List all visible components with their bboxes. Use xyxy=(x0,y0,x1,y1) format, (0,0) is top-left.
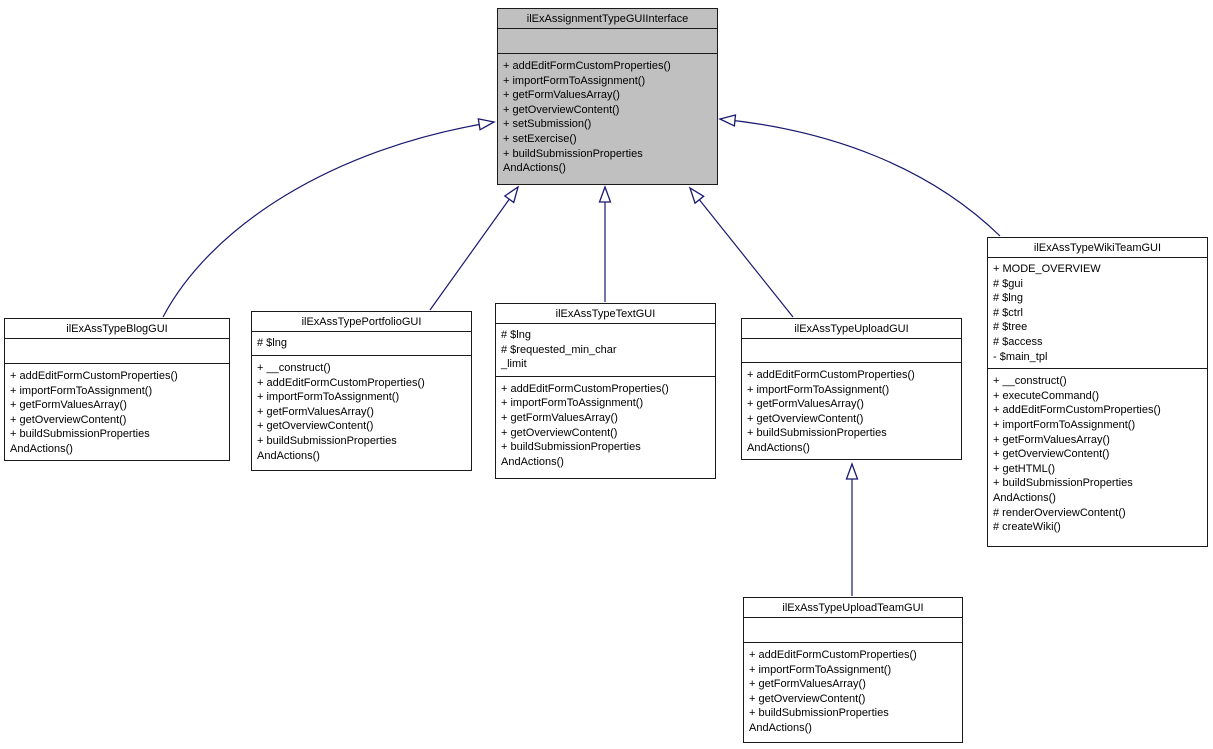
member-line: + addEditFormCustomProperties() xyxy=(503,60,671,72)
methods-section xyxy=(988,369,1207,546)
member-line: # renderOverviewContent() xyxy=(993,506,1126,519)
methods-section xyxy=(498,54,717,184)
inheritance-edge-upload-to-interface xyxy=(690,188,793,317)
member-line: + getHTML() xyxy=(993,462,1056,475)
class-box-ilexasstypebloggui[interactable] xyxy=(4,318,230,461)
member-line: + importFormToAssignment() xyxy=(993,418,1136,431)
attributes-section xyxy=(5,339,229,364)
class-title: ilExAssTypePortfolioGUI xyxy=(252,312,471,332)
member-line: # $access xyxy=(993,335,1043,348)
member-line: + getFormValuesArray() xyxy=(501,411,618,424)
member-line: + buildSubmissionProperties xyxy=(257,434,397,447)
member-line: + addEditFormCustomProperties() xyxy=(993,404,1161,417)
member-line: + importFormToAssignment() xyxy=(503,74,646,87)
member-line: + getOverviewContent() xyxy=(749,692,866,705)
member-line: # $requested_min_char xyxy=(501,343,617,356)
attributes-section xyxy=(742,339,961,363)
class-title: ilExAssTypeTextGUI xyxy=(496,304,715,324)
member-line: AndActions() xyxy=(10,442,73,455)
member-line: # $gui xyxy=(993,277,1023,290)
member-line: + addEditFormCustomProperties() xyxy=(749,649,917,661)
member-line: + addEditFormCustomProperties() xyxy=(257,376,425,389)
member-line: + buildSubmissionProperties xyxy=(747,427,887,440)
member-line: # $lng xyxy=(501,329,531,341)
class-box-ilexassignmenttypeguiinterface[interactable] xyxy=(497,8,718,185)
member-line: + getFormValuesArray() xyxy=(993,433,1110,446)
member-line: # $ctrl xyxy=(993,306,1023,319)
methods-section xyxy=(742,363,961,461)
class-box-ilexasstypewikiteamgui[interactable] xyxy=(987,237,1208,547)
attributes-section xyxy=(252,332,471,356)
member-line: + getFormValuesArray() xyxy=(747,398,864,411)
inheritance-edge-blog-to-interface xyxy=(163,122,494,317)
member-line: + buildSubmissionProperties xyxy=(749,707,889,720)
methods-section xyxy=(252,356,471,470)
member-line: + getOverviewContent() xyxy=(501,426,618,439)
member-line: + buildSubmissionProperties xyxy=(993,477,1133,490)
member-line: + getFormValuesArray() xyxy=(503,89,620,102)
member-line: # createWiki() xyxy=(993,521,1061,534)
class-title: ilExAssTypeWikiTeamGUI xyxy=(988,238,1207,258)
member-line: + setSubmission() xyxy=(503,118,592,131)
member-line: + setExercise() xyxy=(503,132,577,145)
member-line: + getFormValuesArray() xyxy=(10,399,127,412)
member-line: # $lng xyxy=(993,292,1023,305)
member-line: AndActions() xyxy=(501,455,564,468)
member-line: + addEditFormCustomProperties() xyxy=(747,369,915,381)
attributes-section xyxy=(496,324,715,377)
member-line: - $main_tpl xyxy=(993,350,1048,363)
class-box-ilexasstypeuploadteamgui[interactable] xyxy=(743,597,963,743)
member-line: + getOverviewContent() xyxy=(503,103,620,116)
methods-section xyxy=(744,643,962,742)
member-line: + __construct() xyxy=(257,362,331,374)
member-line: + MODE_OVERVIEW xyxy=(993,263,1101,275)
member-line: # $lng xyxy=(257,337,287,349)
member-line: + buildSubmissionProperties xyxy=(501,441,641,454)
member-line: + importFormToAssignment() xyxy=(747,383,890,396)
class-title: ilExAssignmentTypeGUIInterface xyxy=(498,9,717,29)
member-line: AndActions() xyxy=(747,441,810,454)
member-line: AndActions() xyxy=(749,721,812,734)
inheritance-edge-wikiteam-to-interface xyxy=(720,119,1000,236)
methods-section xyxy=(5,364,229,462)
member-line: + getFormValuesArray() xyxy=(749,678,866,691)
member-line: + buildSubmissionProperties xyxy=(10,428,150,441)
member-line: + __construct() xyxy=(993,375,1067,388)
class-box-ilexasstypeuploadgui[interactable] xyxy=(741,318,962,460)
attributes-section xyxy=(498,29,717,54)
member-line: + addEditFormCustomProperties() xyxy=(501,382,669,395)
member-line: + importFormToAssignment() xyxy=(749,663,892,676)
member-line: + getOverviewContent() xyxy=(747,412,864,425)
class-box-ilexasstypeportfoliogui[interactable] xyxy=(251,311,472,471)
attributes-section xyxy=(744,618,962,643)
member-line: + executeCommand() xyxy=(993,389,1100,402)
member-line: + importFormToAssignment() xyxy=(501,397,644,410)
member-line: AndActions() xyxy=(993,491,1056,504)
member-line: + buildSubmissionProperties xyxy=(503,147,643,160)
methods-section xyxy=(496,377,715,478)
member-line: + getOverviewContent() xyxy=(10,413,127,426)
class-title: ilExAssTypeUploadTeamGUI xyxy=(744,598,962,618)
member-line: + getOverviewContent() xyxy=(257,420,374,433)
class-box-ilexasstypetextgui[interactable] xyxy=(495,303,716,479)
member-line: AndActions() xyxy=(503,162,566,175)
member-line: + addEditFormCustomProperties() xyxy=(10,370,178,382)
member-line: _limit xyxy=(501,358,527,371)
member-line: # $tree xyxy=(993,321,1028,334)
member-line: + importFormToAssignment() xyxy=(10,384,153,397)
member-line: + importFormToAssignment() xyxy=(257,391,400,404)
member-line: + getFormValuesArray() xyxy=(257,405,374,418)
member-line: AndActions() xyxy=(257,449,320,462)
inheritance-edge-portfolio-to-interface xyxy=(430,187,518,310)
attributes-section xyxy=(988,258,1207,369)
member-line: + getOverviewContent() xyxy=(993,448,1110,461)
class-title: ilExAssTypeBlogGUI xyxy=(5,319,229,339)
class-title: ilExAssTypeUploadGUI xyxy=(742,319,961,339)
